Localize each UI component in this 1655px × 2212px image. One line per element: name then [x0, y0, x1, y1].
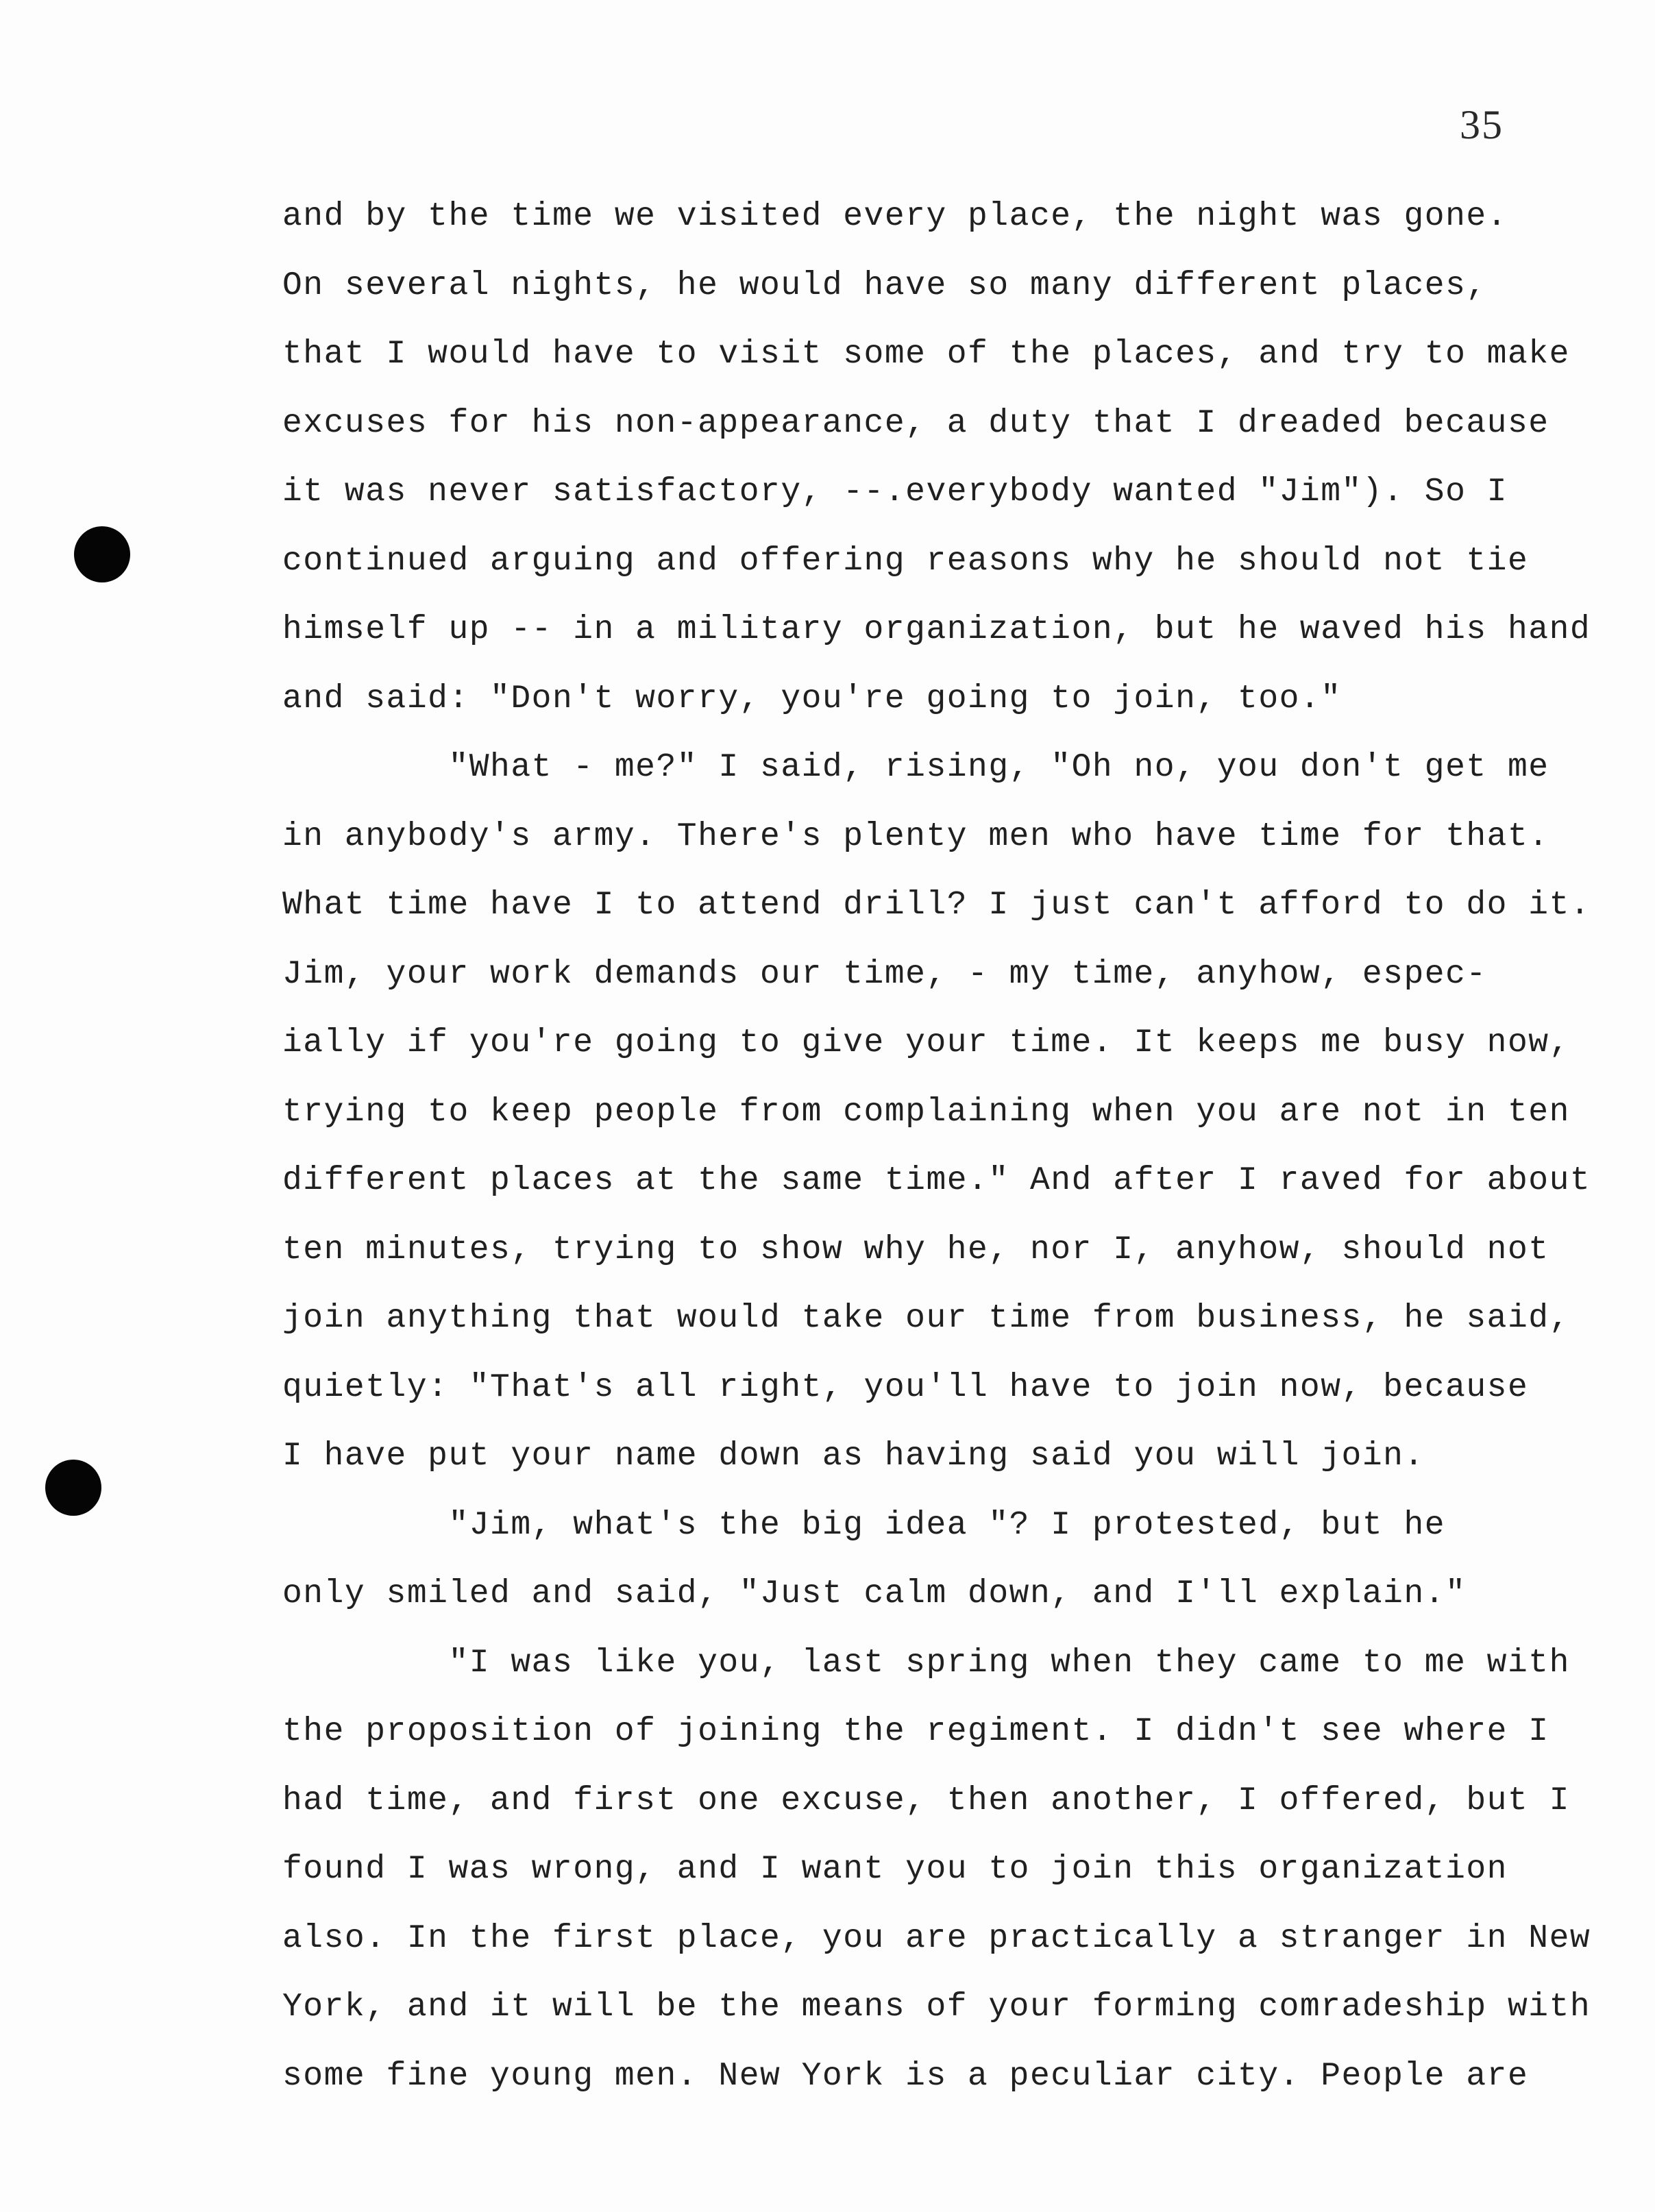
text-line: York, and it will be the means of your forming comradeship with	[282, 1989, 1591, 2026]
text-line: "I was like you, last spring when they came to me with	[282, 1644, 1570, 1682]
text-line: join anything that would take our time from business, he said,	[282, 1300, 1570, 1337]
text-line: trying to keep people from complaining when you are not in ten	[282, 1093, 1570, 1131]
text-line: "Jim, what's the big idea "? I protested, but he	[282, 1506, 1446, 1544]
text-line: it was never satisfactory, --.everybody wanted "Jim"). So I	[282, 474, 1508, 511]
punch-hole-bottom	[45, 1460, 101, 1516]
text-line: and by the time we visited every place, the night was gone.	[282, 198, 1508, 235]
text-line: quietly: "That's all right, you'll have to join now, because	[282, 1368, 1529, 1406]
text-line: On several nights, he would have so many different places,	[282, 267, 1487, 304]
text-line: and said: "Don't worry, you're going to join, too."	[282, 680, 1342, 717]
text-line: ten minutes, trying to show why he, nor I, anyhow, should not	[282, 1231, 1549, 1268]
text-line: excuses for his non-appearance, a duty that I dreaded because	[282, 404, 1549, 442]
text-line: in anybody's army. There's plenty men who have time for that.	[282, 818, 1549, 855]
text-line: only smiled and said, "Just calm down, and I'll explain."	[282, 1575, 1467, 1612]
text-line: Jim, your work demands our time, - my time, anyhow, espec-	[282, 955, 1487, 993]
text-line: some fine young men. New York is a peculiar city. People are	[282, 2057, 1529, 2095]
page-number: 35	[1460, 102, 1504, 147]
text-line: What time have I to attend drill? I just can't afford to do it.	[282, 887, 1591, 924]
text-line: had time, and first one excuse, then another, I offered, but I	[282, 1782, 1570, 1819]
text-line: I have put your name down as having said you will join.	[282, 1438, 1425, 1475]
text-line: continued arguing and offering reasons why he should not tie	[282, 542, 1529, 580]
text-line: ially if you're going to give your time. It keeps me busy now,	[282, 1024, 1570, 1061]
text-line: that I would have to visit some of the places, and try to make	[282, 336, 1570, 373]
punch-hole-top	[74, 526, 130, 582]
text-line: found I was wrong, and I want you to join this organization	[282, 1851, 1508, 1888]
text-line: himself up -- in a military organization, but he waved his hand	[282, 611, 1591, 648]
text-line: the proposition of joining the regiment. I didn't see where I	[282, 1713, 1549, 1750]
text-line: also. In the first place, you are practically a stranger in New	[282, 1919, 1591, 1957]
text-line: different places at the same time." And after I raved for about	[282, 1162, 1591, 1199]
text-line: "What - me?" I said, rising, "Oh no, you don't get me	[282, 749, 1549, 786]
